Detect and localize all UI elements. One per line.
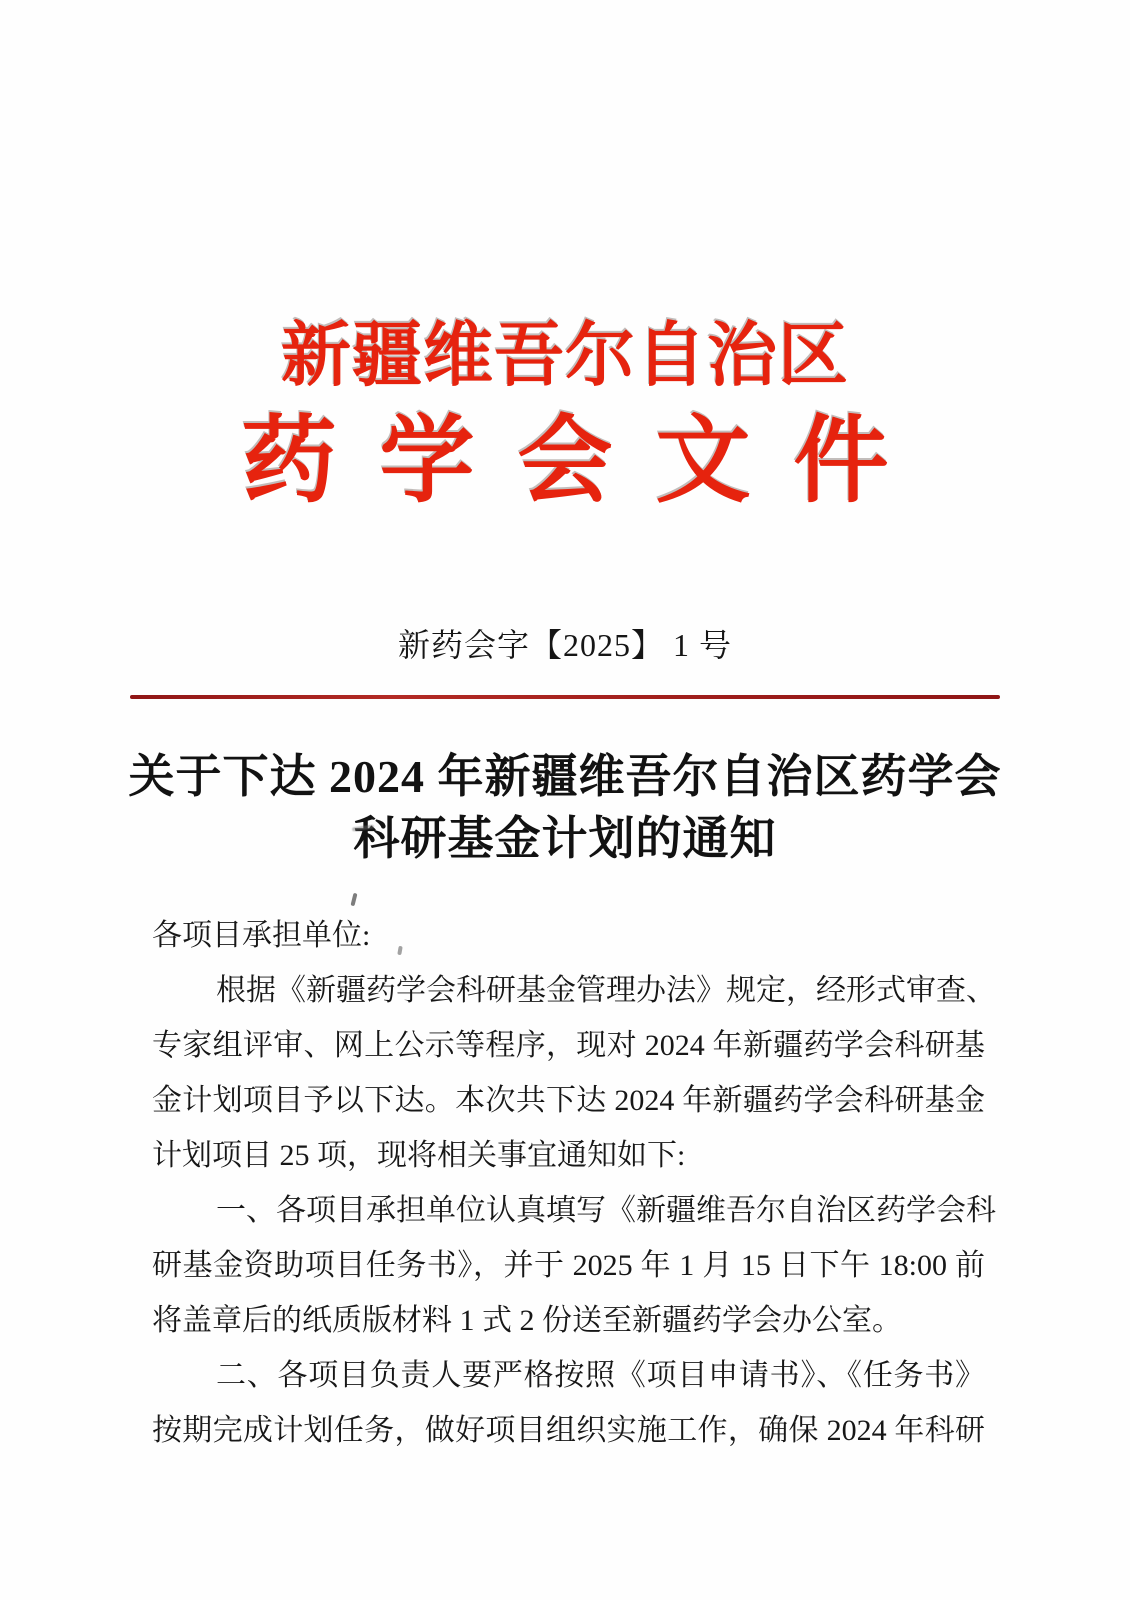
org-header-region-name: 新疆维吾尔自治区 [281,318,849,395]
document-number: 新药会字【2025】 1 号 [397,627,732,663]
body-line: 将盖章后的纸质版材料 1 式 2 份送至新疆药学会办公室。 [152,1304,902,1337]
document-title [0,746,1130,870]
body-line-item-1: 一、各项目承担单位认真填写《新疆维吾尔自治区药学会科 [216,1194,996,1227]
body-line: 专家组评审、网上公示等程序，现对 2024 年新疆药学会科研基 [152,1029,985,1062]
body-line-salutation: 各项目承担单位: [152,919,371,952]
body-line-item-2: 二、各项目负责人要严格按照《项目申请书》、《任务书》 [216,1359,985,1392]
body-line: 按期完成计划任务，做好项目组织实施工作，确保 2024 年科研 [152,1414,985,1447]
body-text [152,908,996,1458]
body-line: 根据《新疆药学会科研基金管理办法》规定，经形式审查、 [216,974,996,1007]
org-header-document-type: 药学会文件 [241,408,932,514]
body-line: 金计划项目予以下达。本次共下达 2024 年新疆药学会科研基金 [152,1084,985,1117]
title-line-2: 科研基金计划的通知 [353,813,777,864]
body-line: 研基金资助项目任务书》，并于 2025 年 1 月 15 日下午 18:00 前 [152,1249,985,1282]
red-divider-rule [130,695,1000,699]
scan-tick-artifact [350,893,357,907]
body-line: 计划项目 25 项，现将相关事宜通知如下: [152,1139,686,1172]
title-line-1: 关于下达 2024 年新疆维吾尔自治区药学会 [128,751,1002,802]
